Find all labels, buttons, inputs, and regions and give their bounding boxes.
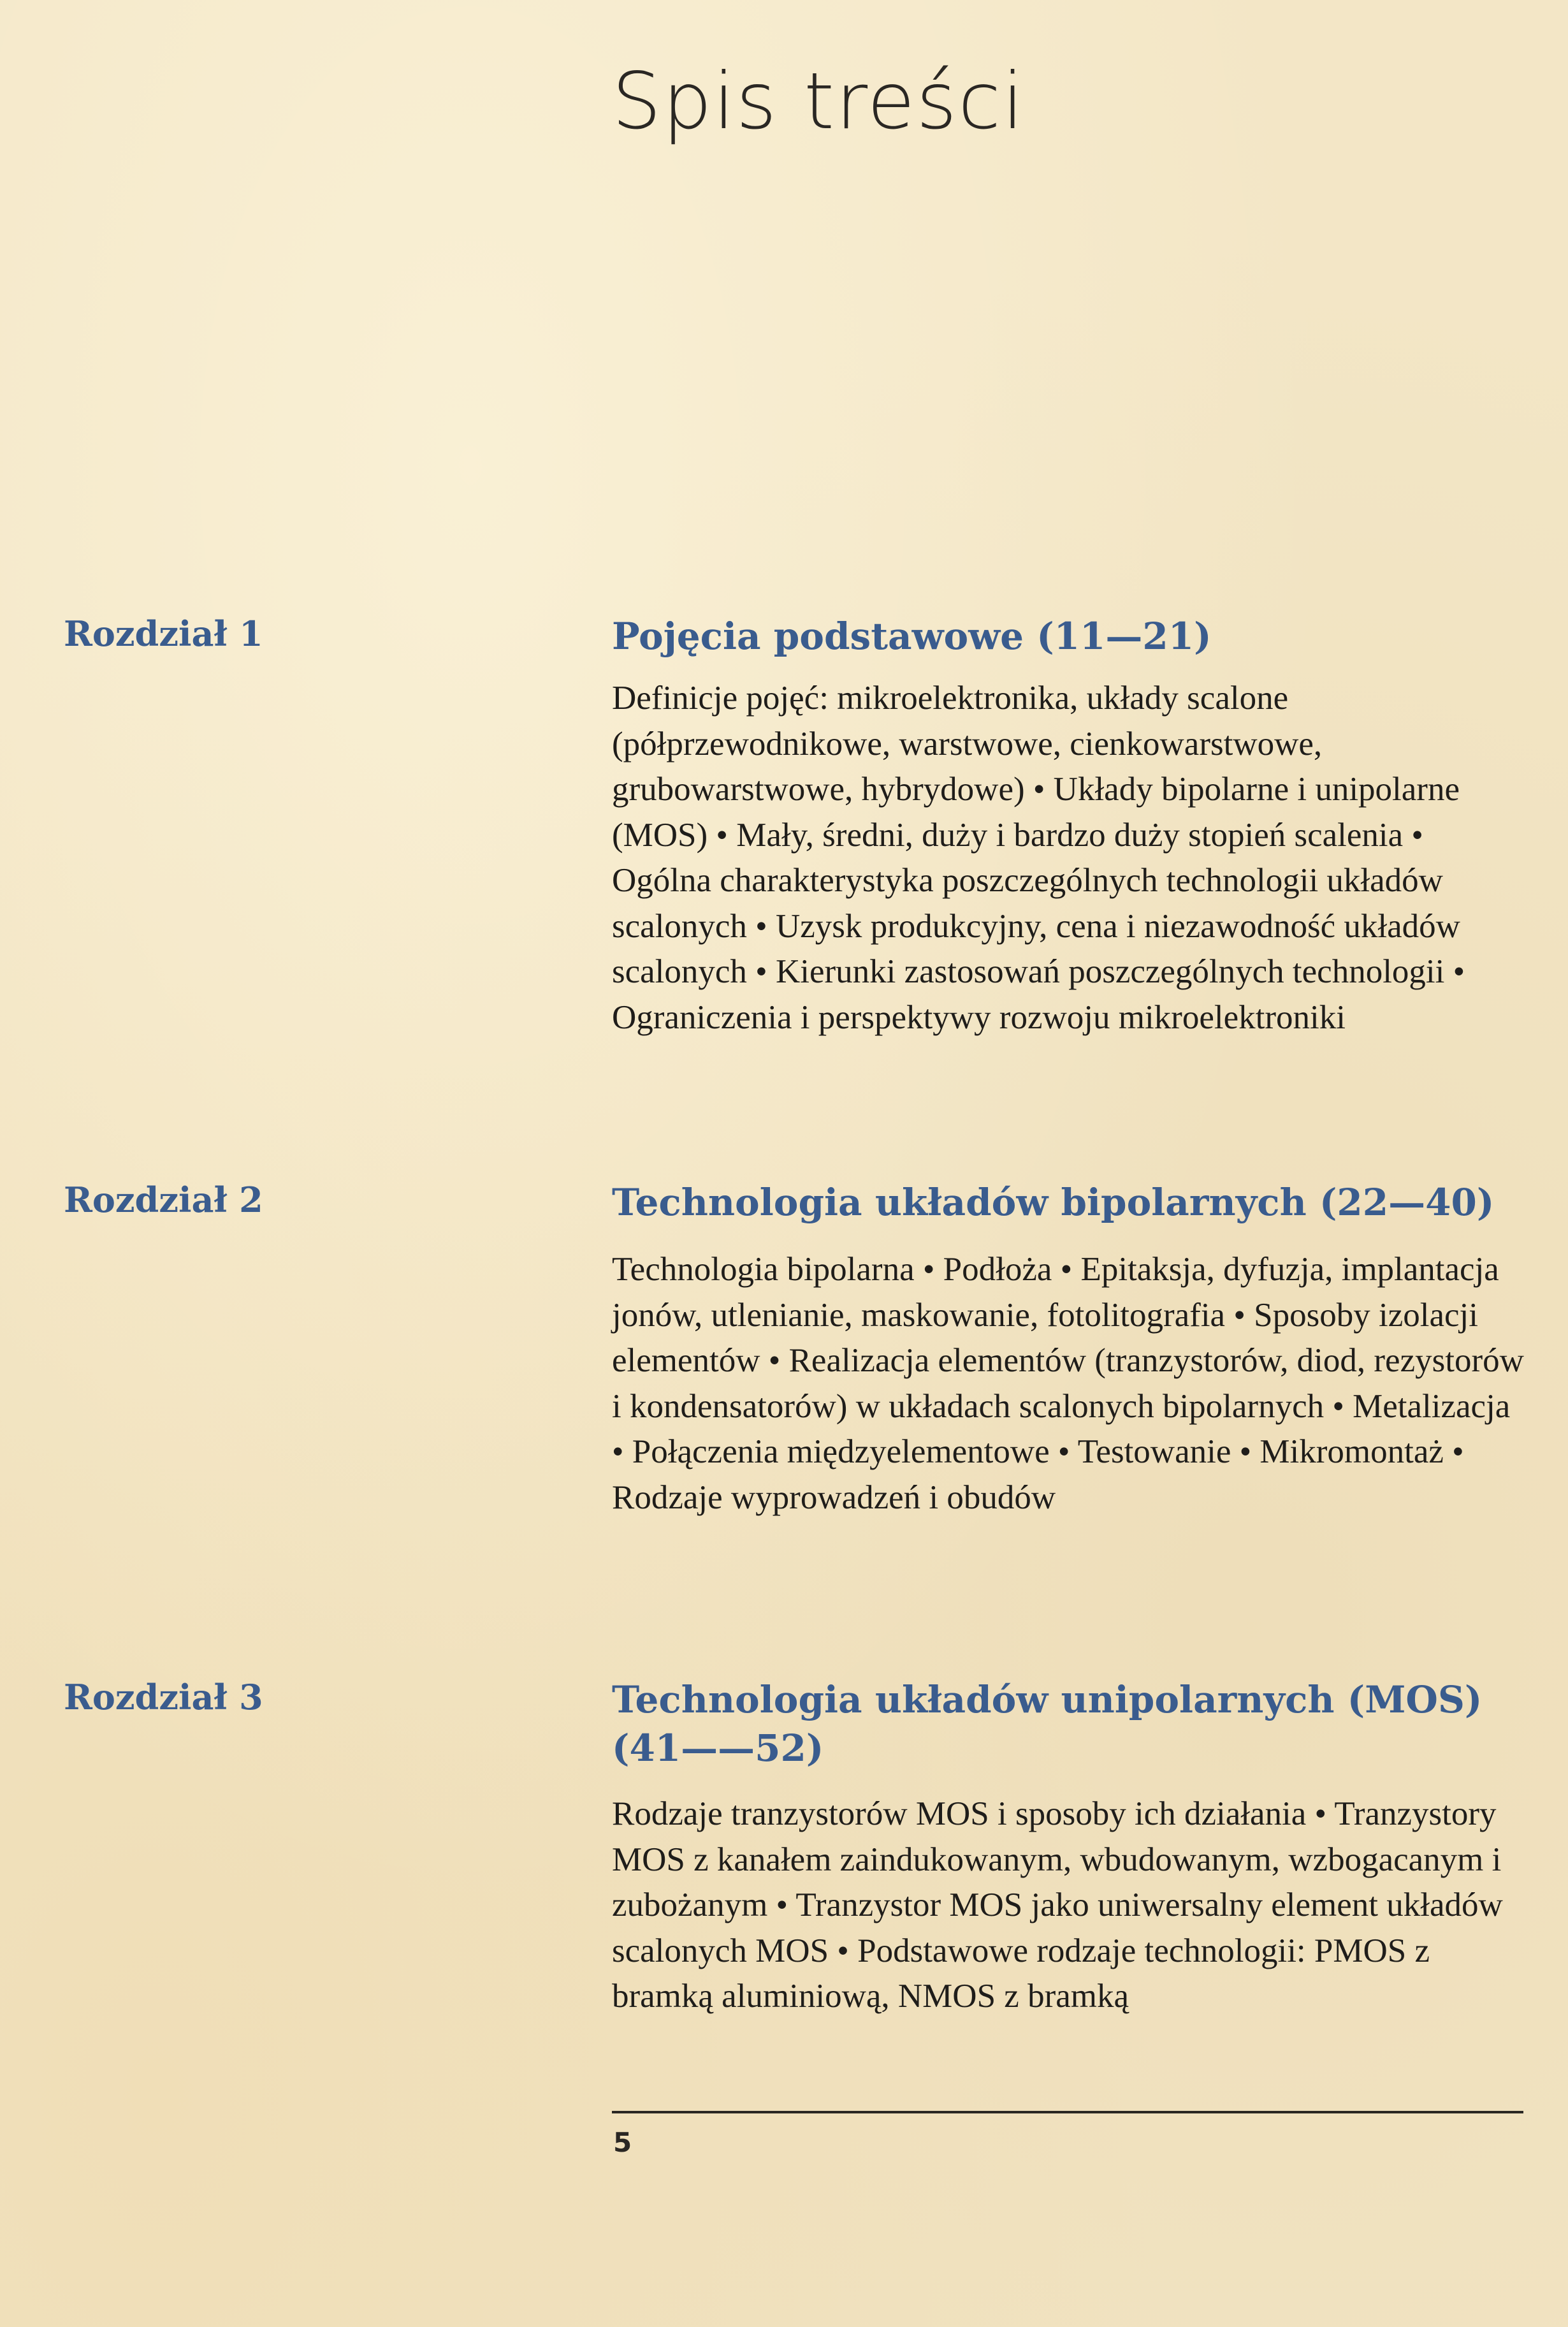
chapter-2-title: Technologia układów bipolarnych (22—40): [612, 1181, 1495, 1224]
chapter-3-title: Technologia układów unipolarnych (MOS) (41——52): [612, 1678, 1483, 1770]
chapter-1-description: Definicje pojęć: mikroelektronika, układy scalone (półprzewodnikowe, warstwowe, cienkowarstwowe, grubowarstwowe, hybrydowe) • Układy bipolarne i unipolarne (MOS) • Mały, średni, duży i bardzo duży stopień scalenia • Ogólna charakterystyka poszczególnych technologii układów scalonych • Uzysk produkcyjny, cena i niezawodność układów scalonych • Kierunki zastosowań poszczególnych technologii • Ograniczenia i perspektywy rozwoju mikroelektroniki: [612, 680, 1465, 1036]
chapter-2-description: Technologia bipolarna • Podłoża • Epitaksja, dyfuzja, implantacja jonów, utlenianie, maskowanie, fotolitografia • Sposoby izolacji elementów • Realizacja elementów (tranzystorów, diod, rezystorów i kondensatorów) w układach scalonych bipolarnych • Metalizacja • Połączenia międzyelementowe • Testowanie • Mikromontaż • Rodzaje wyprowadzeń i obudów: [612, 1251, 1524, 1516]
page-title: Spis treści: [612, 56, 1026, 147]
chapter-1-label: Rozdział 1: [64, 613, 263, 654]
footer-divider: [612, 2111, 1523, 2113]
chapter-3-label: Rozdział 3: [64, 1677, 263, 1718]
chapter-2-label: Rozdział 2: [64, 1179, 263, 1220]
chapter-3-description: Rodzaje tranzystorów MOS i sposoby ich działania • Tranzystory MOS z kanałem zaindukowanym, wbudowanym, wzbogacanym i zubożanym • Tranzystor MOS jako uniwersalny element układów scalonych MOS • Podstawowe rodzaje technologii: PMOS z bramką aluminiową, NMOS z bramką: [612, 1795, 1503, 2015]
chapter-1-title: Pojęcia podstawowe (11—21): [612, 615, 1212, 658]
page-number: 5: [613, 2127, 632, 2158]
